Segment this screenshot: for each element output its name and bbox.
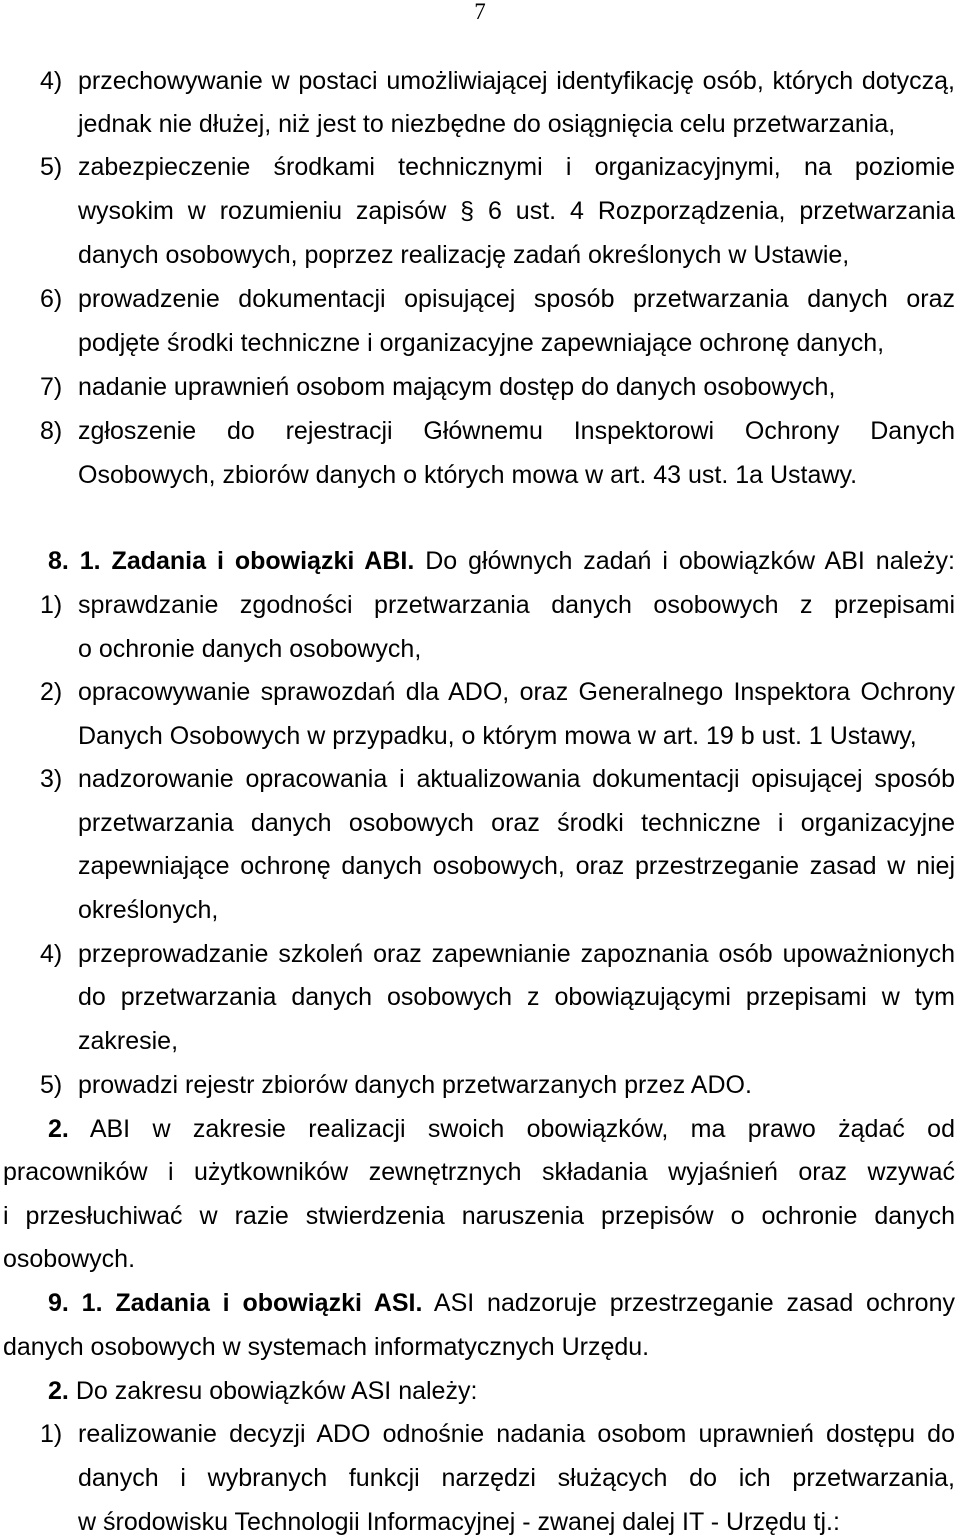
list-number: 3) xyxy=(40,765,63,793)
text-line: przeprowadzanie szkoleń oraz zapewnianie zapoznania osób upoważnionych xyxy=(78,940,955,968)
text-line: w środowisku Technologii Informacyjnej - zwanej dalej IT - Urzędu tj.: xyxy=(78,1508,840,1536)
text-line: danych osobowych, poprzez realizację zadań określonych w Ustawie, xyxy=(78,241,850,269)
list-number: 1) xyxy=(40,591,63,619)
text-line: zakresie, xyxy=(78,1027,179,1055)
text-line: realizowanie decyzji ADO odnośnie nadania osobom uprawnień dostępu do xyxy=(78,1420,955,1448)
text-line: osobowych. xyxy=(3,1245,136,1273)
text-line: i przesłuchiwać w razie stwierdzenia naruszenia przepisów o ochronie danych xyxy=(3,1202,955,1230)
point-label: 2. xyxy=(48,1377,69,1405)
list-number: 1) xyxy=(40,1420,63,1448)
text-line: jednak nie dłużej, niż jest to niezbędne do osiągnięcia celu przetwarzania, xyxy=(78,110,896,138)
text-line: Danych Osobowych w przypadku, o którym mowa w art. 19 b ust. 1 Ustawy, xyxy=(78,722,917,750)
text-line: określonych, xyxy=(78,896,219,924)
page-number: 7 xyxy=(474,0,486,24)
text-line: Osobowych, zbiorów danych o których mowa w art. 43 ust. 1a Ustawy. xyxy=(78,461,858,489)
list-number: 2) xyxy=(40,678,63,706)
section-heading-line xyxy=(48,1288,955,1318)
text-line: zgłoszenie do rejestracji Głównemu Inspektorowi Ochrony Danych xyxy=(78,417,955,445)
section-heading: 9. 1. Zadania i obowiązki ASI. xyxy=(48,1289,423,1317)
text-line: danych i wybranych funkcji narzędzi służących do ich przetwarzania, xyxy=(78,1464,955,1492)
list-number: 4) xyxy=(40,940,63,968)
section-heading-line xyxy=(48,546,955,576)
point-2 xyxy=(48,1376,955,1406)
text-line: wysokim w rozumieniu zapisów § 6 ust. 4 Rozporządzenia, przetwarzania xyxy=(78,197,955,225)
text-line: danych osobowych w systemach informatycznych Urzędu. xyxy=(3,1333,650,1361)
text-line: podjęte środki techniczne i organizacyjne zapewniające ochronę danych, xyxy=(78,329,885,357)
text-line: przetwarzania danych osobowych oraz środki techniczne i organizacyjne xyxy=(78,809,955,837)
point-text: Do zakresu obowiązków ASI należy: xyxy=(75,1377,478,1405)
text-line: prowadzenie dokumentacji opisującej sposób przetwarzania danych oraz xyxy=(78,285,955,313)
text-line: nadanie uprawnień osobom mającym dostęp do danych osobowych, xyxy=(78,373,836,401)
text-line: sprawdzanie zgodności przetwarzania danych osobowych z przepisami xyxy=(78,591,955,619)
list-number: 5) xyxy=(40,153,63,181)
point-label: 2. xyxy=(48,1115,69,1143)
text-line xyxy=(48,1114,955,1144)
point-text: ABI w zakresie realizacji swoich obowiązków, ma prawo żądać od xyxy=(89,1115,955,1143)
text-line: do przetwarzania danych osobowych z obowiązującymi przepisami w tym xyxy=(78,983,955,1011)
text-line: zapewniające ochronę danych osobowych, oraz przestrzeganie zasad w niej xyxy=(78,852,955,880)
text-line: prowadzi rejestr zbiorów danych przetwarzanych przez ADO. xyxy=(78,1071,752,1099)
text-line: o ochronie danych osobowych, xyxy=(78,635,422,663)
list-number: 8) xyxy=(40,417,63,445)
section-intro: ASI nadzoruje przestrzeganie zasad ochrony xyxy=(433,1289,955,1317)
text-line: nadzorowanie opracowania i aktualizowania dokumentacji opisującej sposób xyxy=(78,765,955,793)
text-line: zabezpieczenie środkami technicznymi i organizacyjnymi, na poziomie xyxy=(78,153,955,181)
list-number: 4) xyxy=(40,67,63,95)
text-line: pracowników i użytkowników zewnętrznych składania wyjaśnień oraz wzywać xyxy=(3,1158,955,1186)
list-number: 5) xyxy=(40,1071,63,1099)
section-heading: 8. 1. Zadania i obowiązki ABI. xyxy=(48,547,415,575)
text-line: przechowywanie w postaci umożliwiającej identyfikację osób, których dotyczą, xyxy=(78,67,955,95)
text-line: opracowywanie sprawozdań dla ADO, oraz Generalnego Inspektora Ochrony xyxy=(78,678,955,706)
section-intro: Do głównych zadań i obowiązków ABI należy: xyxy=(425,547,955,575)
list-number: 7) xyxy=(40,373,63,401)
list-number: 6) xyxy=(40,285,63,313)
